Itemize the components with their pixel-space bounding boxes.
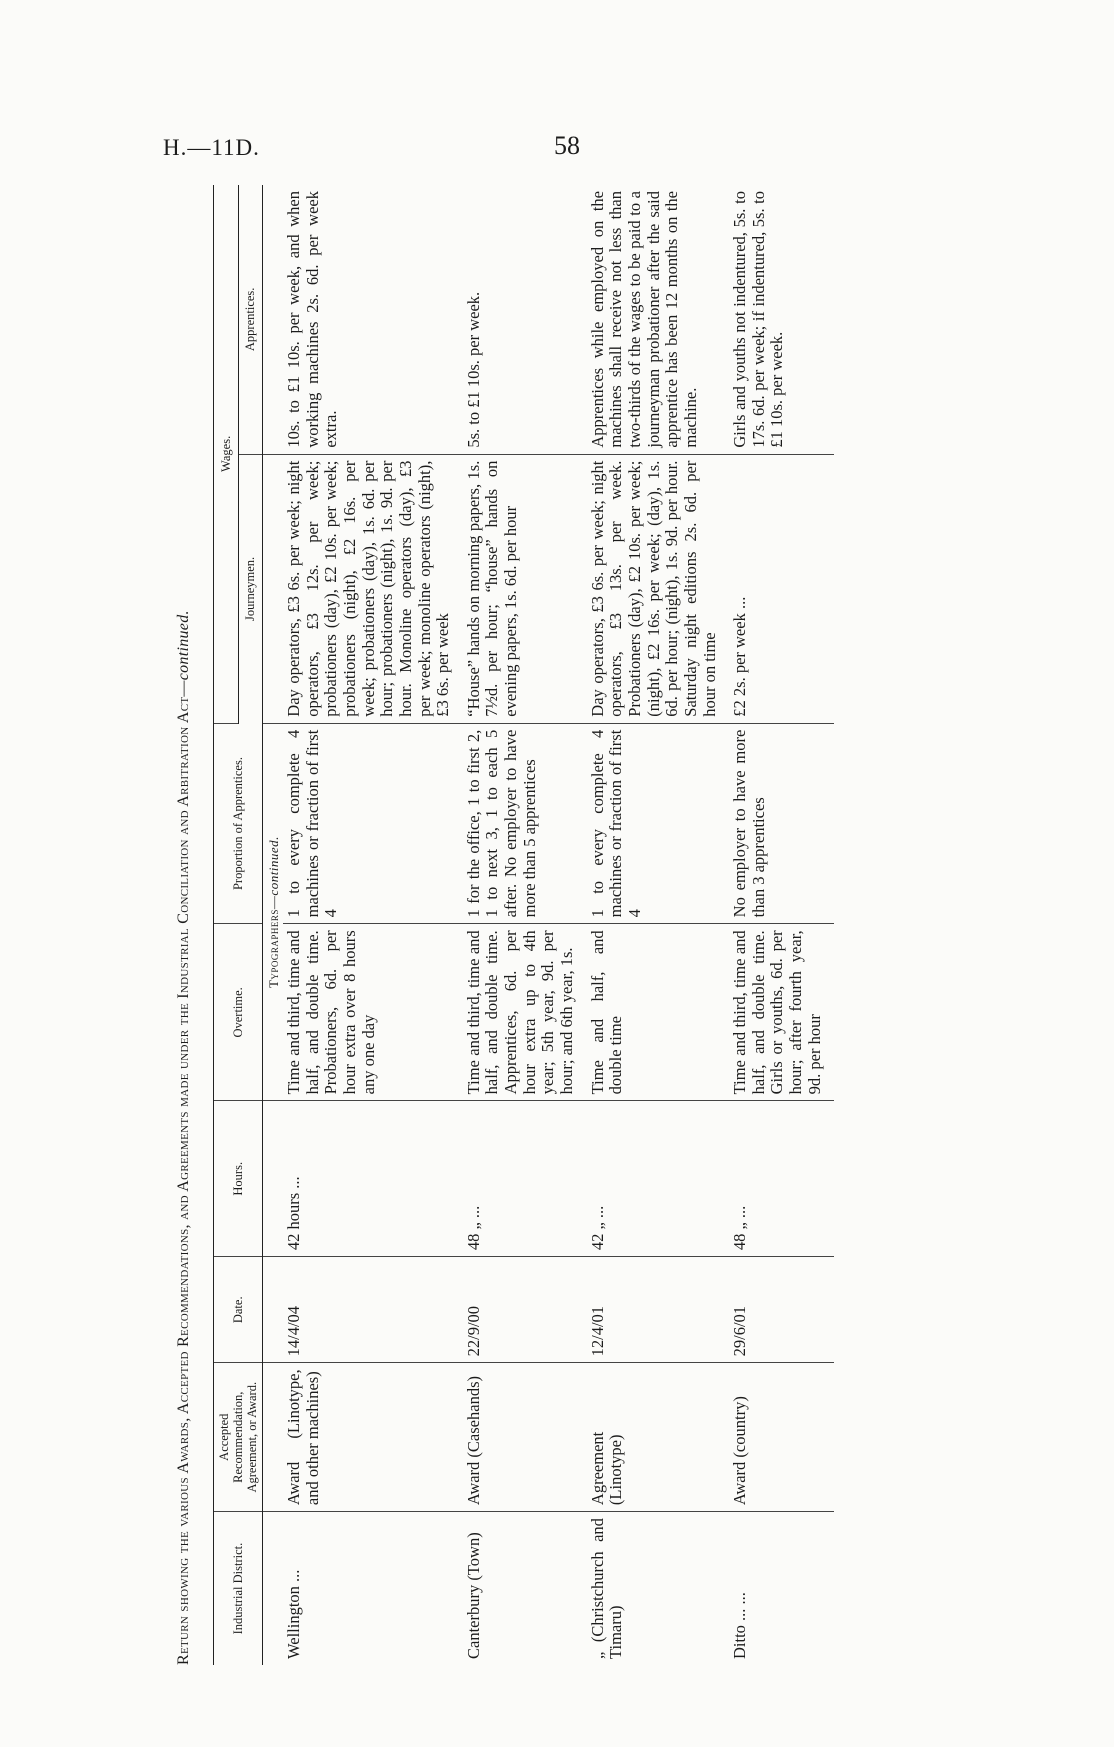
cell-journeymen-wages: Day operators, £3 6s. per week; night operators, £3 13s. per week. Probationers (day), £2 10s. per week; (night), £2 16s. per week; (day), 1s. 6d. per hour; (night), 1s. 9d. per hour. Saturday night editions 2s. 6d. per hour on time <box>587 454 729 723</box>
cell-instrument: Award (country) <box>729 1363 834 1512</box>
header-journeymen: Journeymen. <box>238 454 263 723</box>
cell-instrument: Award (Casehands) <box>463 1363 587 1512</box>
cell-date: 29/6/01 <box>729 1257 834 1363</box>
section-row <box>263 185 283 1665</box>
cell-hours: 42 hours ... <box>283 1101 463 1257</box>
cell-apprentice-wages: Apprentices while employed on the machines shall receive not less than two-thirds of the wages to be paid to a journeyman probationer after the said apprentice has been 12 months on the machine. <box>587 185 729 454</box>
header-hours: Hours. <box>214 1101 263 1257</box>
cell-hours: 42 „ ... <box>587 1101 729 1257</box>
cell-proportion: 1 to every complete 4 machines or fraction of first 4 <box>283 723 463 924</box>
section-title: Typographers—continued. <box>263 723 283 1101</box>
header-overtime: Overtime. <box>214 924 263 1101</box>
page-header <box>0 0 1114 200</box>
table-caption <box>175 185 207 1665</box>
return-table <box>213 185 834 1665</box>
cell-instrument: Award (Linotype, and other machines) <box>283 1363 463 1512</box>
header-district: Industrial District. <box>214 1512 263 1665</box>
table-row <box>587 185 729 1665</box>
cell-district: Canterbury (Town) <box>463 1532 483 1659</box>
cell-journeymen-wages: £2 2s. per week ... <box>729 454 834 723</box>
cell-overtime: Time and half, and double time <box>587 924 729 1101</box>
cell-district: „ (Christchurch and Timaru) <box>587 1518 626 1659</box>
header-date: Date. <box>214 1257 263 1363</box>
cell-overtime: Time and third, time and half, and double time. Girls or youths, 6d. per hour; after fourth year, 9d. per hour <box>729 924 834 1101</box>
caption-continued: continued. <box>175 610 192 681</box>
header-apprentices: Apprentices. <box>238 185 263 454</box>
table-row <box>283 185 463 1665</box>
cell-hours: 48 „ ... <box>729 1101 834 1257</box>
cell-journeymen-wages: Day operators, £3 6s. per week; night operators, £3 12s. per week; probationers (day), £2 10s. per week; probationers (night), £2 16s. per week; probationers (day), 1s. 6d. per hour; probationers (night), 1s. 9d. per hour. Monoline operators (day), £3 per week; monoline operators (night), £3 6s. per week <box>283 454 463 723</box>
cell-apprentice-wages: 5s. to £1 10s. per week. <box>463 185 587 454</box>
table-row <box>463 185 587 1665</box>
document-code: H.—11D. <box>163 135 260 160</box>
cell-district: Wellington ... <box>284 1569 304 1659</box>
cell-proportion: 1 to every complete 4 machines or fraction of first 4 <box>587 723 729 924</box>
cell-overtime: Time and third, time and half, and double time. Apprentices, 6d. per hour extra up to 4th year; 5th year, 9d. per hour; and 6th year, 1s. <box>463 924 587 1101</box>
caption-text: Return showing the various Awards, Accepted Recommendations, and Agreements made under the Industrial Conciliation and Arbitration Act— <box>175 680 192 1665</box>
cell-journeymen-wages: “House” hands on morning papers, 1s. 7½d. per hour; “house” hands on evening papers, 1s. 6d. per hour <box>463 454 587 723</box>
cell-overtime: Time and third, time and half, and double time. Probationers, 6d. per hour extra over 8 hours any one day <box>283 924 463 1101</box>
cell-apprentice-wages: Girls and youths not indentured, 5s. to 17s. 6d. per week; if indentured, 5s. to £1 10s. per week. <box>729 185 834 454</box>
cell-proportion: 1 for the office, 1 to first 2, 1 to next 3, 1 to each 5 after. No employer to have more than 5 apprentices <box>463 723 587 924</box>
table-row <box>729 185 834 1665</box>
header-wages: Wages. <box>214 185 239 723</box>
header-proportion: Proportion of Apprentices. <box>214 723 263 924</box>
cell-district: Ditto ... ... <box>730 1592 750 1659</box>
cell-date: 22/9/00 <box>463 1257 587 1363</box>
cell-apprentice-wages: 10s. to £1 10s. per week, and when working machines 2s. 6d. per week extra. <box>283 185 463 454</box>
header-row <box>214 185 239 1665</box>
cell-proportion: No employer to have more than 3 apprentices <box>729 723 834 924</box>
header-instrument: Accepted Recommendation, Agreement, or Award. <box>214 1363 263 1512</box>
rotated-return-table-sheet <box>175 185 1065 1665</box>
cell-date: 14/4/04 <box>283 1257 463 1363</box>
page-number: 58 <box>554 131 580 160</box>
cell-hours: 48 „ ... <box>463 1101 587 1257</box>
cell-instrument: Agreement (Linotype) <box>587 1363 729 1512</box>
cell-date: 12/4/01 <box>587 1257 729 1363</box>
